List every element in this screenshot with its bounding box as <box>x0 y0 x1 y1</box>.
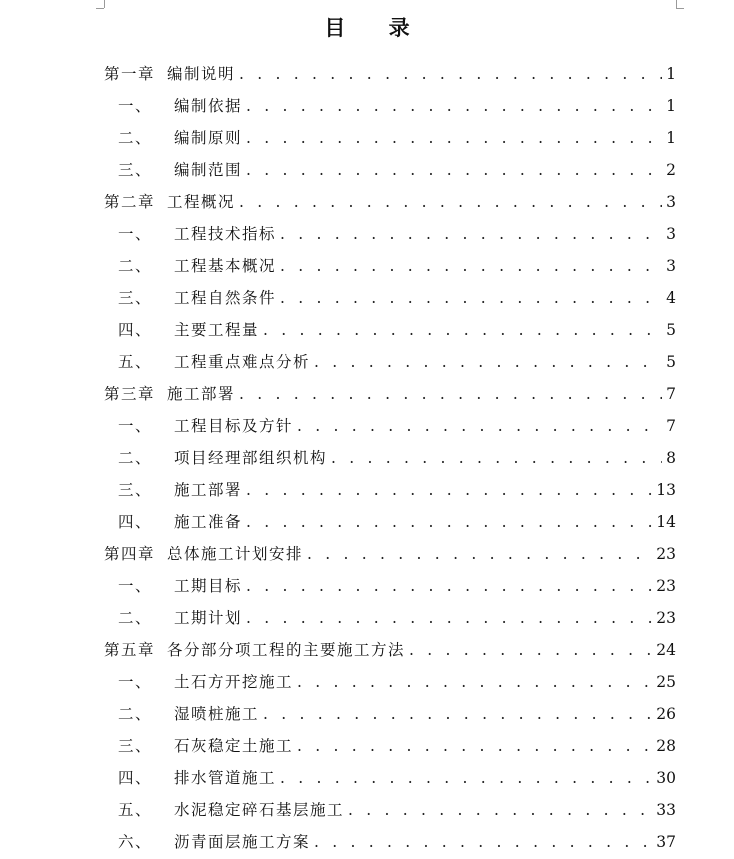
toc-page-number: 14 <box>656 513 676 531</box>
toc-dot-leader <box>314 832 652 852</box>
toc-dot-leader <box>297 672 652 692</box>
toc-page-number: 23 <box>656 609 676 627</box>
toc-title: 目 录 <box>324 15 428 40</box>
toc-page-number: 28 <box>656 737 676 755</box>
toc-entry-title: 施工部署 <box>167 385 236 403</box>
toc-page-number: 30 <box>656 769 676 787</box>
toc-dot-leader <box>348 800 652 820</box>
toc-entry-title: 各分部分项工程的主要施工方法 <box>167 641 406 659</box>
toc-dot-leader <box>263 320 662 340</box>
toc-chapter-entry[interactable] <box>104 372 676 404</box>
toc-entry-number: 第四章 <box>104 545 156 563</box>
toc-entry-number: 三、 <box>118 481 153 499</box>
toc-entry-title: 沥青面层施工方案 <box>174 833 311 851</box>
toc-dot-leader <box>246 576 652 596</box>
toc-section-entry[interactable] <box>104 564 676 596</box>
toc-page-number: 8 <box>666 449 676 467</box>
toc-entry-title: 工程目标及方针 <box>174 417 294 435</box>
toc-entry-title: 湿喷桩施工 <box>174 705 260 723</box>
crop-mark-left-h <box>96 8 104 9</box>
toc-entry-title: 排水管道施工 <box>174 769 277 787</box>
toc-page-number: 3 <box>666 257 676 275</box>
toc-section-entry[interactable] <box>104 436 676 468</box>
toc-dot-leader <box>263 704 652 724</box>
toc-section-entry[interactable] <box>104 692 676 724</box>
toc-page-number: 1 <box>666 65 676 83</box>
toc-section-entry[interactable] <box>104 276 676 308</box>
toc-page-number: 7 <box>666 417 676 435</box>
toc-entry-title: 编制原则 <box>174 129 243 147</box>
toc-section-entry[interactable] <box>104 84 676 116</box>
toc-page-number: 25 <box>656 673 676 691</box>
toc-entry-title: 施工准备 <box>174 513 243 531</box>
toc-entry-number: 三、 <box>118 737 153 755</box>
toc-entry-title: 项目经理部组织机构 <box>174 449 328 467</box>
toc-section-entry[interactable] <box>104 340 676 372</box>
toc-entry-title: 编制依据 <box>174 97 243 115</box>
toc-page-number: 26 <box>656 705 676 723</box>
toc-entry-title: 施工部署 <box>174 481 243 499</box>
toc-section-entry[interactable] <box>104 148 676 180</box>
toc-entry-number: 二、 <box>118 449 153 467</box>
toc-chapter-entry[interactable] <box>104 180 676 212</box>
toc-dot-leader <box>280 768 652 788</box>
toc-dot-leader <box>331 448 662 468</box>
toc-page-number: 33 <box>656 801 676 819</box>
toc-section-entry[interactable] <box>104 756 676 788</box>
toc-dot-leader <box>280 224 662 244</box>
toc-dot-leader <box>280 288 662 308</box>
toc-page-number: 5 <box>666 321 676 339</box>
toc-page-number: 3 <box>666 225 676 243</box>
toc-entry-title: 工程技术指标 <box>174 225 277 243</box>
toc-dot-leader <box>246 480 652 500</box>
toc-entry-number: 四、 <box>118 769 153 787</box>
toc-entry-title: 工期目标 <box>174 577 243 595</box>
toc-dot-leader <box>297 736 652 756</box>
toc-section-entry[interactable] <box>104 724 676 756</box>
toc-entry-number: 第五章 <box>104 641 156 659</box>
toc-entry-number: 五、 <box>118 801 153 819</box>
toc-entry-number: 六、 <box>118 833 153 851</box>
toc-entry-title: 工程基本概况 <box>174 257 277 275</box>
toc-section-entry[interactable] <box>104 212 676 244</box>
toc-dot-leader <box>246 96 662 116</box>
toc-dot-leader <box>280 256 662 276</box>
toc-entry-number: 三、 <box>118 161 153 179</box>
toc-entry-title: 工程重点难点分析 <box>174 353 311 371</box>
toc-entry-title: 编制范围 <box>174 161 243 179</box>
toc-entry-title: 石灰稳定土施工 <box>174 737 294 755</box>
toc-chapter-entry[interactable] <box>104 52 676 84</box>
toc-entry-title: 土石方开挖施工 <box>174 673 294 691</box>
toc-entry-number: 四、 <box>118 513 153 531</box>
toc-section-entry[interactable] <box>104 500 676 532</box>
toc-page-number: 4 <box>666 289 676 307</box>
toc-section-entry[interactable] <box>104 820 676 852</box>
toc-entry-number: 一、 <box>118 97 153 115</box>
toc-entry-title: 工程自然条件 <box>174 289 277 307</box>
toc-entry-title: 工期计划 <box>174 609 243 627</box>
toc-entry-number: 第二章 <box>104 193 156 211</box>
toc-entry-number: 第三章 <box>104 385 156 403</box>
toc-entry-number: 第一章 <box>104 65 156 83</box>
toc-entry-number: 四、 <box>118 321 153 339</box>
table-of-contents <box>104 52 676 852</box>
toc-entry-number: 二、 <box>118 129 153 147</box>
toc-section-entry[interactable] <box>104 116 676 148</box>
toc-dot-leader <box>409 640 652 660</box>
toc-entry-number: 五、 <box>118 353 153 371</box>
toc-page-number: 5 <box>666 353 676 371</box>
toc-section-entry[interactable] <box>104 308 676 340</box>
toc-section-entry[interactable] <box>104 244 676 276</box>
toc-entry-number: 二、 <box>118 609 153 627</box>
toc-entry-title: 工程概况 <box>167 193 236 211</box>
toc-dot-leader <box>307 544 652 564</box>
toc-dot-leader <box>246 128 662 148</box>
toc-page-number: 24 <box>656 641 676 659</box>
toc-page-number: 13 <box>656 481 676 499</box>
toc-entry-number: 一、 <box>118 417 153 435</box>
toc-entry-number: 一、 <box>118 673 153 691</box>
crop-mark-left <box>104 0 105 8</box>
toc-chapter-entry[interactable] <box>104 628 676 660</box>
crop-mark-right-h <box>676 8 684 9</box>
toc-entry-number: 二、 <box>118 705 153 723</box>
toc-page-number: 7 <box>666 385 676 403</box>
toc-section-entry[interactable] <box>104 404 676 436</box>
toc-dot-leader <box>314 352 662 372</box>
toc-dot-leader <box>239 64 662 84</box>
toc-chapter-entry[interactable] <box>104 532 676 564</box>
toc-section-entry[interactable] <box>104 468 676 500</box>
toc-dot-leader <box>246 160 662 180</box>
toc-entry-number: 二、 <box>118 257 153 275</box>
toc-page-number: 23 <box>656 545 676 563</box>
toc-entry-title: 水泥稳定碎石基层施工 <box>174 801 345 819</box>
toc-entry-number: 三、 <box>118 289 153 307</box>
toc-page-number: 2 <box>666 161 676 179</box>
toc-dot-leader <box>246 608 652 628</box>
crop-mark-right <box>676 0 677 8</box>
toc-entry-title: 编制说明 <box>167 65 236 83</box>
toc-section-entry[interactable] <box>104 596 676 628</box>
toc-page-number: 37 <box>656 833 676 851</box>
toc-dot-leader <box>239 384 662 404</box>
toc-section-entry[interactable] <box>104 788 676 820</box>
toc-dot-leader <box>239 192 662 212</box>
toc-page-number: 1 <box>666 97 676 115</box>
toc-dot-leader <box>246 512 652 532</box>
toc-page-number: 23 <box>656 577 676 595</box>
toc-dot-leader <box>297 416 662 436</box>
toc-page-number: 3 <box>666 193 676 211</box>
toc-page-number: 1 <box>666 129 676 147</box>
toc-entry-number: 一、 <box>118 225 153 243</box>
toc-entry-title: 主要工程量 <box>174 321 260 339</box>
toc-entry-number: 一、 <box>118 577 153 595</box>
toc-section-entry[interactable] <box>104 660 676 692</box>
toc-entry-title: 总体施工计划安排 <box>167 545 304 563</box>
